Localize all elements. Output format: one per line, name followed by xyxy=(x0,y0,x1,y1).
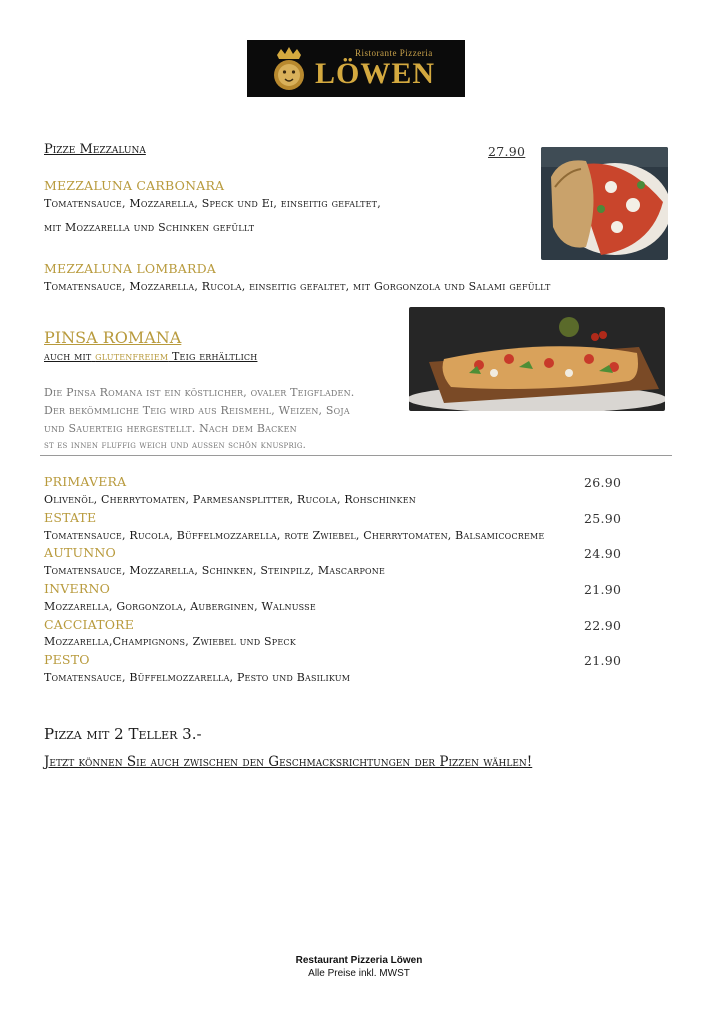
item-price-inverno: 21.90 xyxy=(584,582,622,597)
item-title-estate: ESTATE xyxy=(44,510,97,525)
item-desc-inverno: Mozzarella, Gorgonzola, Auberginen, Walnusse xyxy=(44,600,316,613)
item-title-cacciatore: CACCIATORE xyxy=(44,617,135,632)
gluten-prefix: auch mit xyxy=(44,350,92,363)
mezzaluna-price: 27.90 xyxy=(488,144,526,159)
item-desc-mezzaluna-lombarda: Tomatensauce, Mozzarella, Rucola, einseitig gefaltet, mit Gorgonzola und Salami gefüllt xyxy=(44,280,551,293)
lion-crest-icon xyxy=(269,45,309,93)
item-desc-mezzaluna-carbonara-line1: Tomatensauce, Mozzarella, Speck und Ei, einseitig gefaltet, xyxy=(44,197,381,210)
item-title-pesto: PESTO xyxy=(44,652,90,667)
pinsa-intro-line3: und Sauerteig hergestellt. Nach dem Backen xyxy=(44,422,297,435)
item-desc-estate: Tomatensauce, Rucola, Büffelmozzarella, rote Zwiebel, Cherrytomaten, Balsamicocreme xyxy=(44,529,545,542)
pinsa-photo xyxy=(409,307,665,411)
flavors-note: Jetzt können Sie auch zwischen den Geschmacksrichtungen der Pizzen wählen! xyxy=(44,754,533,770)
item-desc-pesto: Tomatensauce, Büffelmozzarella, Pesto und Basilikum xyxy=(44,671,351,684)
item-price-primavera: 26.90 xyxy=(584,475,622,490)
item-price-pesto: 21.90 xyxy=(584,653,622,668)
section-title-pinsa: PINSA ROMANA xyxy=(44,328,182,347)
item-price-estate: 25.90 xyxy=(584,511,622,526)
gluten-word: glutenfreiem xyxy=(95,350,169,363)
pinsa-intro-line1: Die Pinsa Romana ist ein köstlicher, ovaler Teigfladen. xyxy=(44,386,355,399)
item-title-primavera: PRIMAVERA xyxy=(44,474,127,489)
item-title-mezzaluna-carbonara: MEZZALUNA CARBONARA xyxy=(44,178,225,193)
item-title-mezzaluna-lombarda: MEZZALUNA LOMBARDA xyxy=(44,261,217,276)
item-desc-mezzaluna-carbonara-line2: mit Mozzarella und Schinken gefüllt xyxy=(44,221,255,234)
item-desc-cacciatore: Mozzarella,Champignons, Zwiebel und Speck xyxy=(44,635,296,648)
item-title-autunno: AUTUNNO xyxy=(44,545,116,560)
pinsa-intro-line4: st es innen fluffig weich und aussen schön knusprig. xyxy=(44,440,307,451)
footer-restaurant-name: Restaurant Pizzeria Löwen xyxy=(295,955,423,966)
item-price-autunno: 24.90 xyxy=(584,546,622,561)
gluten-free-note xyxy=(44,350,257,363)
plate-surcharge-note: Pizza mit 2 Teller 3.- xyxy=(44,725,202,743)
item-title-inverno: INVERNO xyxy=(44,581,111,596)
logo-name: LÖWEN xyxy=(315,56,436,90)
calzone-photo xyxy=(541,147,668,260)
footer-vat-note: Alle Preise inkl. MWST xyxy=(308,968,410,979)
gluten-suffix: Teig erhältlich xyxy=(172,350,258,363)
item-desc-autunno: Tomatensauce, Mozzarella, Schinken, Steinpilz, Mascarpone xyxy=(44,564,386,577)
section-divider xyxy=(40,455,672,456)
logo-subtitle: Ristorante Pizzeria xyxy=(355,47,433,58)
item-price-cacciatore: 22.90 xyxy=(584,618,622,633)
restaurant-logo xyxy=(247,40,465,97)
pinsa-intro-line2: Der bekömmliche Teig wird aus Reismehl, Weizen, Soja xyxy=(44,404,350,417)
item-desc-primavera: Olivenöl, Cherrytomaten, Parmesansplitter, Rucola, Rohschinken xyxy=(44,493,416,506)
section-title-mezzaluna: Pizze Mezzaluna xyxy=(44,142,146,157)
